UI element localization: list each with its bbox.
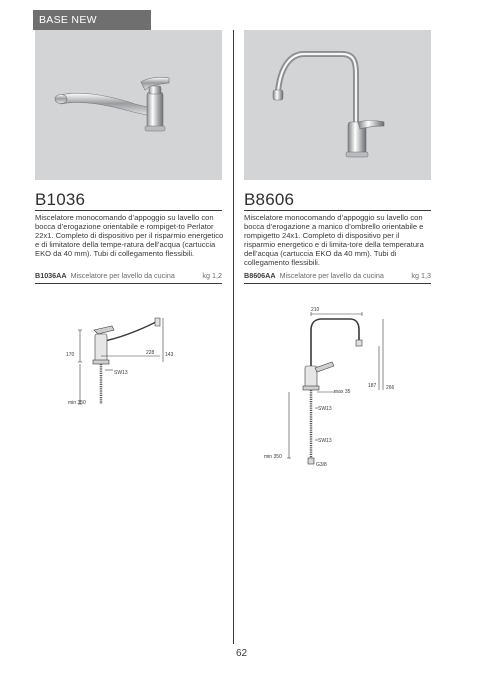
dim-b8606-max: max 35	[334, 389, 351, 395]
dim-b8606-thread: G3/8	[316, 462, 327, 468]
order-code: B1036AA	[35, 271, 67, 280]
dim-b1036-wrench: SW13	[114, 370, 128, 376]
dim-b8606-spout-height: 187	[368, 383, 377, 389]
dim-b1036-height: 170	[66, 352, 75, 358]
dim-b8606-width: 210	[311, 307, 320, 313]
dim-b8606-height: 266	[386, 385, 395, 391]
order-code: B8606AA	[244, 271, 276, 280]
dim-b1036-reach: 228	[146, 350, 155, 356]
section-tag: BASE NEW	[33, 10, 151, 30]
order-weight: kg 1,2	[202, 271, 222, 280]
product-code-b1036: B1036	[35, 190, 86, 209]
dim-b8606-hose: min 350	[264, 454, 282, 460]
product-description-b8606: Miscelatore monocomando d’appoggio su lavello con bocca d’erogazione a manico d’ombrello orientabile e rompigetto 24x1. Completo di dispositivo per il risparmio energetico e di limita-tore della temperatura dell’acqua (cartuccia EKO da 40 mm). Tubi di collegamento flessibili.	[244, 213, 424, 268]
dim-b1036-spout-height: 143	[165, 352, 174, 358]
dim-b1036-hose: min 350	[68, 400, 86, 406]
order-name: Miscelatore per lavello da cucina	[279, 271, 384, 280]
page-number: 62	[235, 648, 248, 659]
order-weight: kg 1,3	[411, 271, 431, 280]
product-description-b1036: Miscelatore monocomando d’appoggio su lavello con bocca d’erogazione orientabile e rompiget-to Perlator 22x1. Completo di dispositivo per il risparmio energetico e di limitatore della tempe-ratura dell’acqua (cartuccia EKO da 40 mm). Tubi di collegamento flessibili.	[35, 213, 224, 259]
product-code-b8606: B8606	[244, 190, 295, 209]
technical-drawing-b1036	[78, 318, 163, 404]
dim-b8606-wrench-bottom: SW13	[318, 438, 332, 444]
order-name: Miscelatore per lavello da cucina	[70, 271, 175, 280]
dim-b8606-wrench-top: SW13	[318, 406, 332, 412]
